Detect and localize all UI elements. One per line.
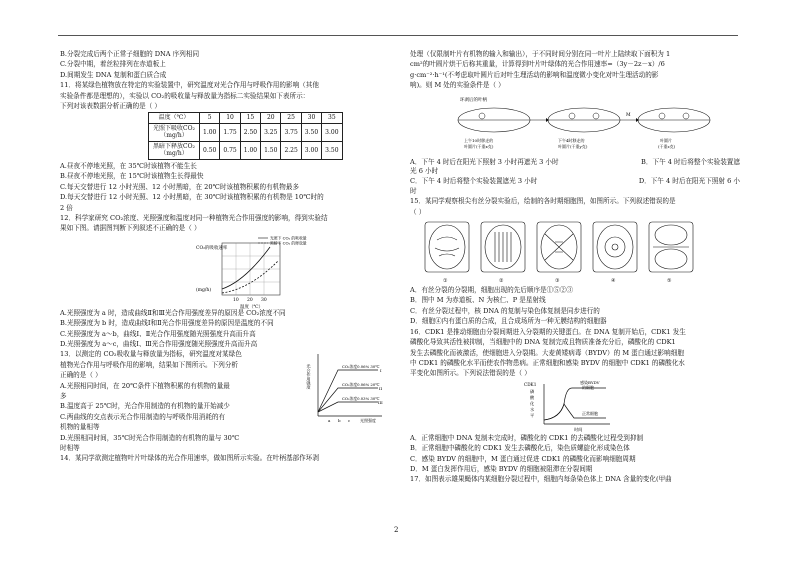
option-c: C．有丝分裂过程中，核 DNA 的复制与染色体复制是同步进行的	[410, 306, 600, 315]
figure-caption: 上午10时移走的	[464, 137, 494, 143]
question-16-stem: 发生去磷酸化而被激活，使细胞进入分裂期。大麦黄矮病毒（BYDV）的 M 蛋白通过影响细胞	[410, 348, 684, 357]
table-cell: 3.75	[281, 123, 301, 141]
question-11-stem: 实验条件都是理想的），实验以 CO₂的吸收量与释放量为指标二实验结果如下表所示：	[60, 91, 310, 100]
tick-label: c	[348, 418, 351, 424]
question-13-stem: 13．以测定的 CO₂吸收量与释放量为指标，研究温度对某绿色	[60, 350, 242, 359]
q14-options-row	[410, 177, 740, 186]
label-m: M	[626, 112, 631, 118]
option-c: C.光照强度为 a～b，曲线Ⅰ、Ⅱ光合作用强度随光照强度升高而升高	[60, 329, 256, 338]
table-row-label: 黑暗下释放CO₂（mg/h）	[149, 141, 200, 159]
table-cell: 3.50	[301, 123, 321, 141]
cell-label: ③	[555, 278, 560, 285]
figure-caption: 下午4时移走的	[558, 137, 585, 143]
q13-graph	[308, 350, 388, 432]
option-b: B．正常细胞中磷酸化的 CDK1 发生去磷酸化后，染色质螺旋化形成染色体	[410, 444, 630, 453]
tick-label: 20	[247, 297, 253, 303]
cell-label: ①	[443, 278, 448, 285]
page-number: 2	[394, 526, 399, 534]
figure-caption: 叶圆片	[660, 137, 672, 143]
question-14-stem: 处理（仅限制叶片有机物的输入和输出），于不同时间分别在同一叶片上陆续取下面积为 1	[410, 50, 671, 58]
option-a: A.光照相同时间，在 20℃条件下植物积累的有机物的量最	[60, 381, 230, 390]
question-15-stem: 15．某同学观察根尖有丝分裂实验后，绘制的各时期细胞图，如图所示。下列叙述错误的是	[410, 197, 676, 206]
option-b: B.昼夜不停地光照，在 15℃时该植物生长得最快	[60, 172, 204, 181]
table-cell: 0.50	[200, 141, 220, 159]
curve-label: II	[379, 386, 383, 392]
option-a: A．下午 4 时后在阳光下照射 3 小时再遮光 3 小时	[410, 157, 559, 166]
option-d: D.光照强度为 a～c，曲线Ⅰ、Ⅲ光合作用强度随光照强度升高而升高	[60, 340, 258, 348]
option-line: B.分裂完成后两个正常子细胞的 DNA 序列相同	[60, 50, 200, 58]
graph-y-label: 化	[530, 400, 535, 406]
table-cell: 3.25	[261, 123, 281, 141]
graph-y-label: 光合作用强度	[306, 364, 312, 390]
table-cell: 3.00	[301, 141, 321, 159]
question-11-stem: 11．将某绿色植物放在特定的实验装置中，研究温度对光合作用与呼吸作用的影响（其他	[60, 81, 319, 90]
cell-label: ④	[611, 278, 616, 285]
option-d: D.每天交替进行 12 小时光照、12 小时黑暗，在 30℃时该植物积累的有机物是 10℃时的	[60, 193, 324, 202]
option-line: C.分裂中期，着丝粒排列在赤道板上	[60, 60, 166, 69]
table-cell: 3.00	[322, 123, 342, 141]
curve-label: III	[378, 400, 383, 406]
question-14-stem: 14．某同学欲测定植物叶片叶绿体的光合作用速率，做如图所示实验。在叶柄基部作环剥	[60, 454, 319, 463]
graph-y-label: 磷	[530, 388, 535, 394]
q14-leaf-figure	[410, 92, 740, 158]
q14-options-row	[410, 158, 740, 167]
series-label: CO₂浓度0.03% 30℃	[342, 396, 380, 402]
temperature-table	[148, 112, 343, 160]
graph-y-label: CO₂的吸收速率	[196, 245, 228, 251]
table-cell: 35	[322, 113, 342, 124]
option-d: D．M 蛋白发挥作用后，感染 BYDV 的细胞被阻滞在分裂间期	[410, 464, 593, 473]
table-cell: 3.50	[322, 141, 342, 159]
graph-y-label: 酸	[530, 394, 535, 400]
option-c-cont: 机物的量相等	[60, 423, 100, 432]
table-cell: 2.50	[240, 123, 260, 141]
table-cell: 30	[301, 113, 321, 124]
option-c: C．感染 BYDV 的细胞中，M 蛋白通过促进 CDK1 的磷酸化而影响细胞周期	[410, 454, 636, 463]
q12-graph	[60, 235, 386, 309]
table-cell: 2.25	[281, 141, 301, 159]
curve-label: 感染BYDV	[580, 379, 600, 385]
option-a: A．正常细胞中 DNA 复制未完成时，磷酸化的 CDK1 的去磷酸化过程受到抑制	[410, 433, 644, 442]
series-label: CO₂浓度0.06% 30℃	[342, 364, 380, 370]
q15-cell-figure	[410, 218, 740, 286]
figure-caption: 叶圆片(干重x克)	[464, 143, 494, 149]
cell-label: ⑤	[667, 278, 672, 285]
option-d: D.光照相同时间，35℃时光合作用制造的有机物的量与 30℃	[60, 433, 240, 442]
curve-label: I	[380, 368, 382, 374]
option-d-cont: 时	[410, 186, 417, 195]
question-13	[60, 350, 386, 453]
option-c: C.两曲线的交点表示光合作用制造的与呼吸作用消耗的有	[60, 412, 226, 421]
option-d: D．下午 4 时后在阳光下照射 6 小	[638, 177, 740, 186]
option-b: B．下午 4 时后将整个实验装置遮	[641, 157, 740, 166]
tick-label: a	[328, 418, 331, 424]
table-cell: 1.75	[220, 123, 240, 141]
table-header: 温度（℃）	[149, 113, 200, 124]
option-a: A.昼夜不停地光照，在 35℃时该植物不能生长	[60, 161, 197, 170]
curve-label: 正常细胞	[582, 410, 598, 416]
question-15-stem: （ ）	[410, 207, 426, 216]
tick-label: b	[338, 418, 341, 424]
tick-label: 10	[233, 297, 239, 303]
table-cell: 15	[240, 113, 260, 124]
series-label: CO₂浓度0.06% 20℃	[342, 382, 380, 388]
graph-y-label: CDK1	[524, 381, 537, 387]
figure-caption: (干重z克)	[658, 143, 676, 149]
right-column	[410, 50, 740, 486]
question-14-stem: cm²的叶圆片烘干后称其重量，计算得到叶片叶绿体的光合作用速率=（3y－2z－x）/6	[410, 60, 665, 69]
option-d-cont: 时相等	[60, 444, 80, 453]
graph-y-unit: (mg/h)	[196, 287, 212, 293]
question-11-stem: 下列对该表数据分析正确的是（ ）	[60, 102, 162, 111]
option-a: A．有丝分裂的分裂期，细胞出现的先后顺序是①⑤②③	[410, 286, 574, 295]
option-b: B.温度高于 25℃时，光合作用制造的有机物的量开始减少	[60, 402, 230, 411]
question-12-stem: 果如下图。请据图判断下列叙述不正确的是（ ）	[60, 224, 201, 233]
option-b: B．图中 M 为赤道板、N 为核仁、P 是星射线	[410, 296, 546, 305]
table-cell: 20	[261, 113, 281, 124]
graph-x-label: 时间	[574, 426, 583, 432]
table-cell: 5	[200, 113, 220, 124]
question-17-stem: 17．如图表示雄果蝇体内某细胞分裂过程中，细胞内每条染色体上 DNA 含量的变化(甲曲	[410, 475, 672, 484]
option-d-cont: 2 倍	[60, 203, 73, 212]
option-c: C.每天交替进行 12 小时光照、12 小时黑暗，在 20℃时该植物积累的有机物最多	[60, 182, 300, 191]
question-14-stem: 响)。则 M 处的实验条件是（ ）	[410, 81, 505, 90]
question-16-stem: 磷酸化导致其活性被抑制，当细胞中的 DNA 复制完成且物质准备充分后，磷酸化的 CDK1	[410, 338, 676, 347]
top-rule	[58, 35, 738, 36]
option-line: D.间期发生 DNA 复制和蛋白质合成	[60, 70, 167, 79]
option-a-cont: 多	[60, 392, 67, 401]
table-cell: 10	[220, 113, 240, 124]
option-d: D．细胞④内有蛋白质的合成，且合成场所为一种无膜结构的细胞器	[410, 317, 607, 326]
table-cell: 1.00	[200, 123, 220, 141]
legend-entry: 黑暗下 CO₂ 的释放量	[270, 240, 307, 246]
graph-y-label: 水	[530, 406, 535, 412]
option-b: B.光照强度为 b 时，造成曲线Ⅰ和Ⅱ光合作用强度差异的原因是温度的不同	[60, 319, 274, 328]
q16-graph	[410, 380, 740, 434]
table-row-label: 光照下吸收CO₂（mg/h）	[149, 123, 200, 141]
figure-caption: 环剥后的叶柄	[460, 97, 487, 103]
question-12-stem: 12．科学家研究 CO₂浓度、光照强度和温度对同一种植物光合作用强度的影响，得到实验结	[60, 213, 328, 222]
cell-label: ②	[499, 278, 504, 285]
graph-x-label: 温度（℃）	[240, 304, 264, 310]
option-a: A.光照强度为 a 时，造成曲线Ⅱ和Ⅲ光合作用强度差异的原因是 CO₂浓度不同	[60, 308, 286, 317]
table-cell: 0.75	[220, 141, 240, 159]
question-16-stem: 中 CDK1 的磷酸化水平而使农作物患病。正常细胞和感染 BYDV 的细胞中 CDK1 的磷酸化水	[410, 358, 685, 367]
table-cell: 1.50	[261, 141, 281, 159]
curve-label: 的细胞	[582, 384, 594, 390]
graph-y-label: 平	[530, 412, 535, 418]
table-cell: 1.00	[240, 141, 260, 159]
question-13-text	[60, 350, 310, 453]
question-14-stem: g·cm⁻²·h⁻¹(不考虑取叶圆片后对叶生理活动的影响和温度微小变化对叶生理活动的影	[410, 70, 659, 79]
graph-x-label: 光照强度	[360, 418, 376, 424]
figure-caption: 叶圆片(干重y克)	[558, 143, 588, 149]
option-c: C．下午 4 时后将整个实验装置遮光 3 小时	[410, 177, 538, 186]
legend-entry: 光照下 CO₂ 的吸收量	[270, 235, 307, 241]
left-column	[60, 50, 386, 465]
question-16-stem: 平变化如图所示。下列说法错误的是（ ）	[410, 369, 531, 378]
question-13-stem: 正确的是（ ）	[60, 371, 102, 380]
option-b-cont: 光 6 小时	[410, 167, 439, 176]
question-16-stem: 16．CDK1 是推动细胞由分裂间期进入分裂期的关键蛋白。在 DNA 复制开始后，CDK1 发生	[410, 327, 686, 336]
question-13-stem: 植物光合作用与呼吸作用的影响，结果如下图所示。下列分析	[60, 360, 239, 369]
table-cell: 25	[281, 113, 301, 124]
tick-label: 30	[261, 297, 267, 303]
